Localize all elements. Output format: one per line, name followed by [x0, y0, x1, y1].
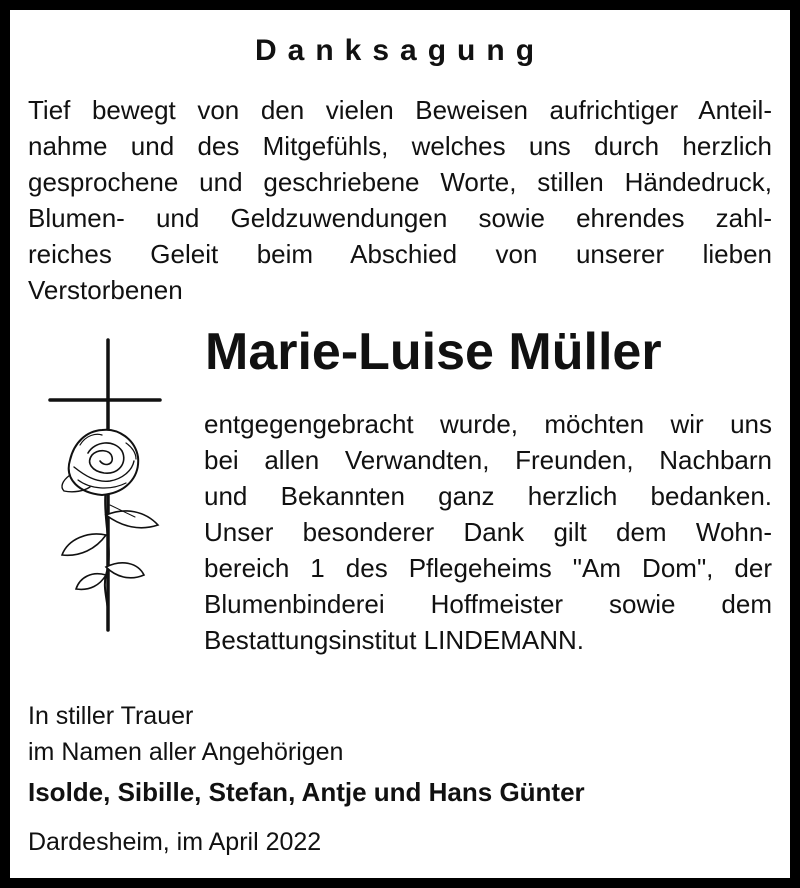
closing-line: In stiller Trauer	[28, 702, 194, 730]
obituary-card	[10, 10, 790, 878]
intro-line: Blumen- und Geldzuwendungen sowie ehrendes zahl-	[28, 203, 772, 233]
thanks-paragraph	[204, 406, 772, 658]
thanks-line: und Bekannten ganz herzlich bedanken.	[204, 481, 772, 511]
closing-block	[28, 698, 585, 810]
thanks-line: Bestattungsinstitut LINDEMANN.	[204, 625, 585, 655]
cross-with-rose-icon	[40, 335, 170, 635]
place-date: Dardesheim, im April 2022	[28, 828, 322, 856]
intro-line: Tief bewegt von den vielen Beweisen aufrichtiger Anteil-	[28, 95, 772, 125]
intro-line: nahme und des Mitgefühls, welches uns durch herzlich	[28, 131, 772, 161]
thanks-line: Blumenbinderei Hoffmeister sowie dem	[204, 589, 772, 619]
deceased-name: Marie-Luise Müller	[205, 323, 662, 381]
thanks-line: bei allen Verwandten, Freunden, Nachbarn	[204, 445, 772, 475]
closing-line: im Namen aller Angehörigen	[28, 738, 344, 766]
thanks-line: Unser besonderer Dank gilt dem Wohn-	[204, 517, 772, 547]
thanks-line: entgegengebracht wurde, möchten wir uns	[204, 409, 772, 439]
signers: Isolde, Sibille, Stefan, Antje und Hans Günter	[28, 777, 585, 807]
intro-paragraph	[28, 92, 772, 308]
intro-line: gesprochene und geschriebene Worte, stillen Händedruck,	[28, 167, 772, 197]
intro-line: Verstorbenen	[28, 275, 183, 305]
page-title: Danksagung	[254, 34, 546, 67]
intro-line: reiches Geleit beim Abschied von unserer lieben	[28, 239, 772, 269]
thanks-line: bereich 1 des Pflegeheims "Am Dom", der	[204, 553, 772, 583]
